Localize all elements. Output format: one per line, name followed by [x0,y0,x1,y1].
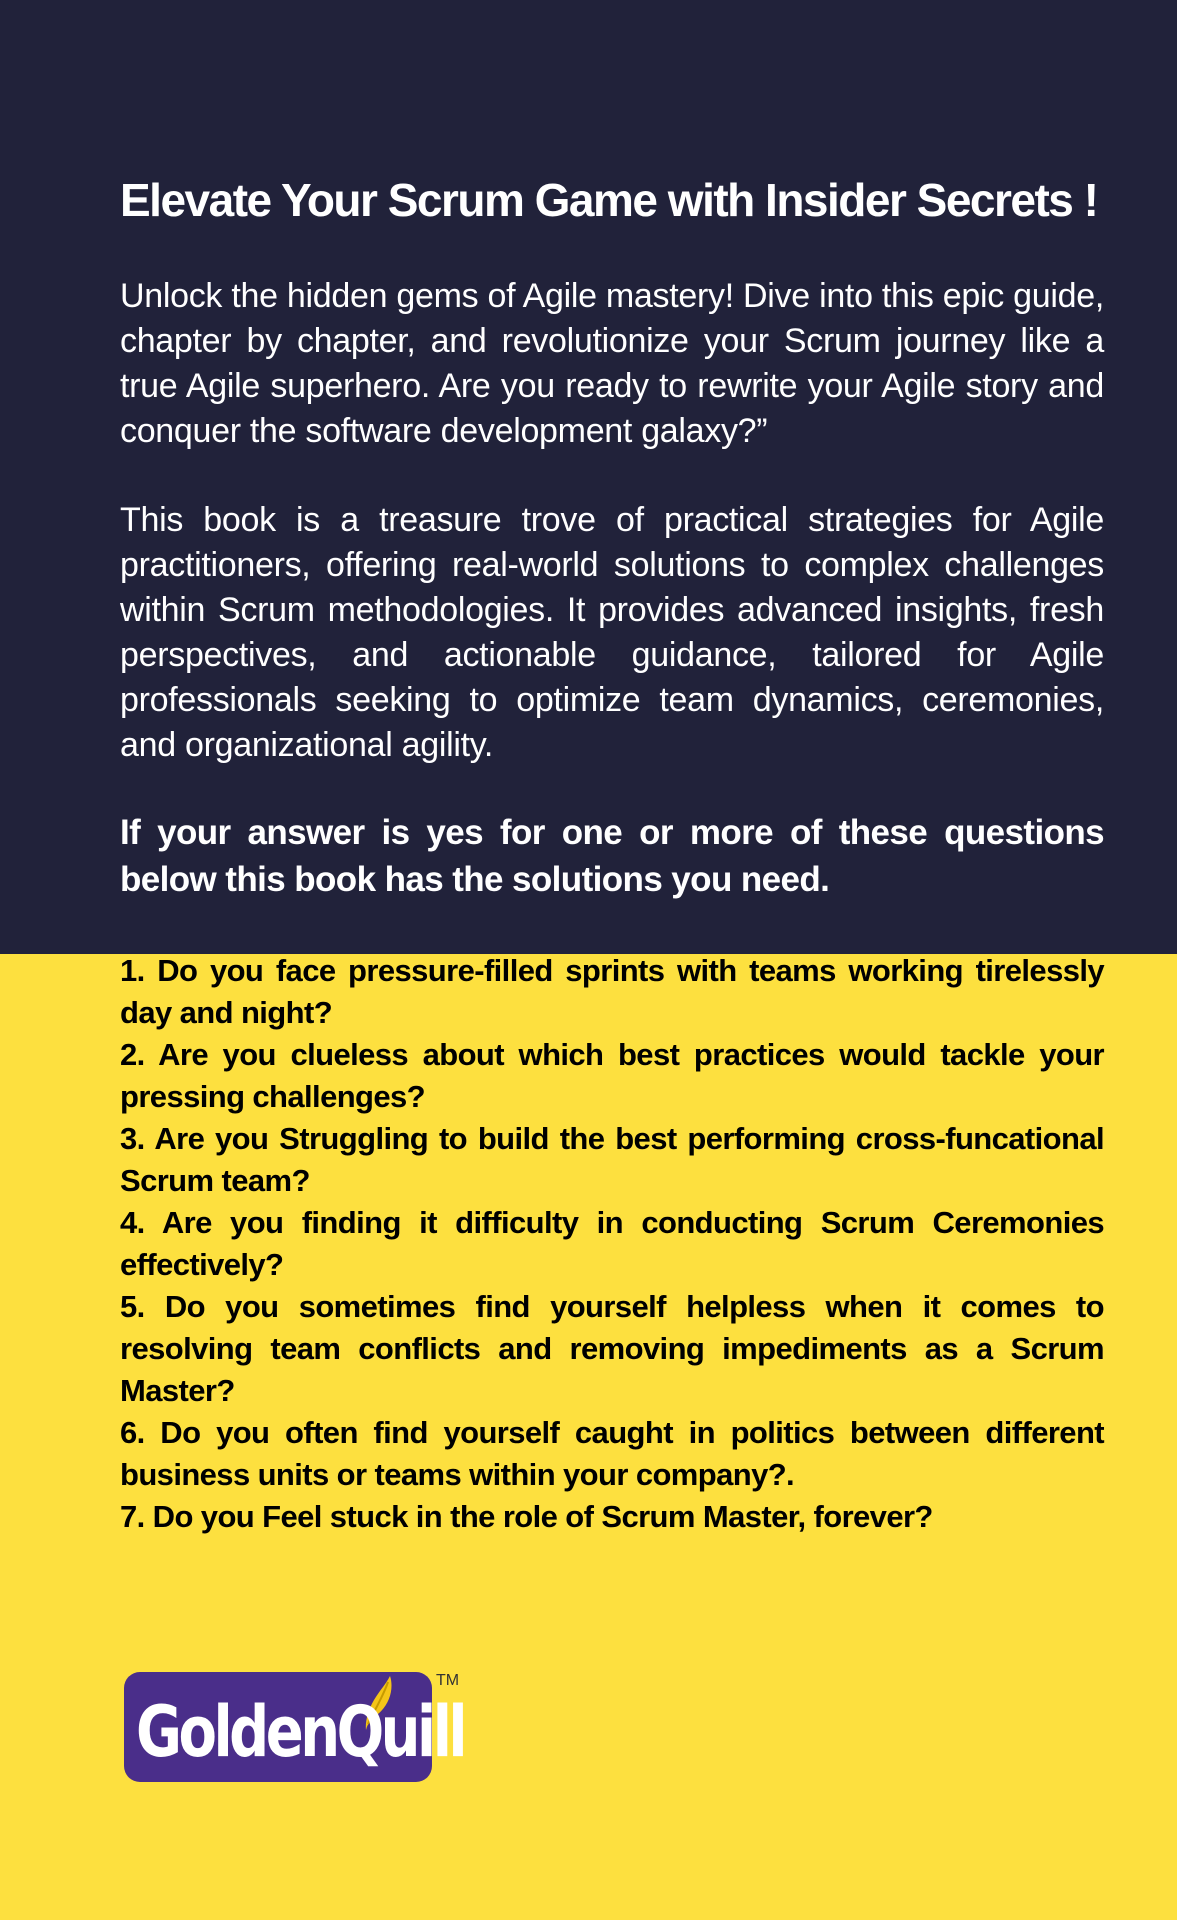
question-item: 1. Do you face pressure-filled sprints with teams working tirelessly day and night? [120,953,1104,1030]
trademark-symbol: TM [436,1672,460,1689]
publisher-name: GoldenQuill [136,1692,465,1774]
question-item: 4. Are you finding it difficulty in conducting Scrum Ceremonies effectively? [120,1205,1104,1282]
dark-top-panel [0,0,1177,954]
question-list [120,950,1104,1538]
question-item: 2. Are you clueless about which best practices would tackle your pressing challenges? [120,1037,1104,1114]
description-paragraph: This book is a treasure trove of practical strategies for Agile practitioners, offering real-world solutions to complex challenges within Scrum methodologies. It provides advanced insights, fresh perspectives, and actionable guidance, tailored for Agile professionals seeking to optimize team dynamics, ceremonies, and organizational agility. [120,501,1104,764]
question-item: 6. Do you often find yourself caught in politics between different business units or teams within your company?. [120,1415,1104,1492]
question-item: 7. Do you Feel stuck in the role of Scrum Master, forever? [120,1499,933,1534]
intro-paragraph: Unlock the hidden gems of Agile mastery! Dive into this epic guide, chapter by chapter, and revolutionize your Scrum journey like a true Agile superhero. Are you ready to rewrite your Agile story and conquer the software development galaxy?” [120,277,1104,450]
cover-headline: Elevate Your Scrum Game with Insider Secrets ! [120,174,1098,226]
call-to-action: If your answer is yes for one or more of these questions below this book has the solutions you need. [120,813,1104,899]
question-item: 3. Are you Struggling to build the best performing cross-funcational Scrum team? [120,1121,1104,1198]
question-item: 5. Do you sometimes find yourself helpless when it comes to resolving team conflicts and removing impediments as a Scrum Master? [120,1289,1104,1408]
